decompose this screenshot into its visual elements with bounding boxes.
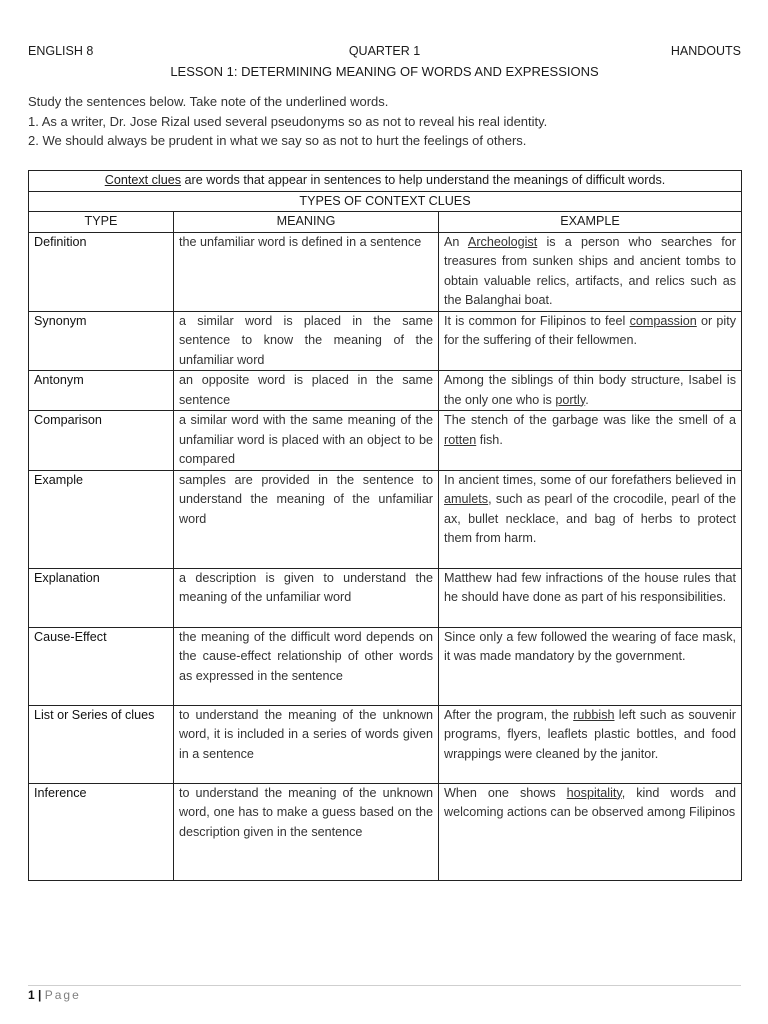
clue-type: Explanation	[29, 568, 174, 627]
clue-meaning: the unfamiliar word is defined in a sentence	[174, 232, 439, 311]
clue-meaning: to understand the meaning of the unknown word, one has to make a guess based on the description given in the sentence	[174, 783, 439, 880]
clue-type: Example	[29, 470, 174, 568]
clue-row	[29, 411, 742, 471]
example-text-before: After the program, the	[444, 707, 574, 722]
page-word: Page	[44, 988, 81, 1002]
context-clues-definition	[29, 171, 742, 192]
clue-example	[439, 470, 742, 568]
example-text-after: fish.	[476, 432, 503, 447]
clue-row	[29, 783, 742, 880]
clue-example	[439, 627, 742, 705]
example-text-after: .	[585, 392, 589, 407]
example-text-before: It is common for Filipinos to feel	[444, 313, 630, 328]
clue-type: Comparison	[29, 411, 174, 471]
example-text-before: An	[444, 234, 468, 249]
types-heading-row	[29, 191, 742, 212]
example-text-after: is a person who searches for treasures from sunken ships and ancient tombs to obtain valuable relics, artifacts, and relics such as the Balanghai boat.	[444, 234, 736, 307]
document-header	[28, 44, 741, 62]
clue-row	[29, 470, 742, 568]
clue-row	[29, 311, 742, 371]
example-text-before: Among the siblings of thin body structure, Isabel is the only one who is	[444, 373, 736, 407]
handouts-label: HANDOUTS	[670, 44, 741, 58]
example-text-before: Since only a few followed the wearing of face mask, it was made mandatory by the government.	[444, 629, 736, 663]
example-text-before: When one shows	[444, 785, 567, 800]
example-underlined-word: rotten	[444, 432, 477, 447]
clue-type: Cause-Effect	[29, 627, 174, 705]
clue-example	[439, 411, 742, 471]
definition-row	[29, 171, 742, 192]
clue-example	[439, 311, 742, 371]
page-separator: |	[38, 988, 42, 1002]
clue-meaning: a similar word is placed in the same sentence to know the meaning of the unfamiliar word	[174, 311, 439, 371]
clue-example	[439, 371, 742, 411]
clue-example	[439, 705, 742, 783]
context-clues-description: are words that appear in sentences to help understand the meanings of difficult words.	[181, 173, 666, 187]
intro-sentence-1: 1. As a writer, Dr. Jose Rizal used several pseudonyms so as not to reveal his real identity.	[28, 113, 548, 129]
lesson-title: LESSON 1: DETERMINING MEANING OF WORDS AND EXPRESSIONS	[170, 64, 599, 79]
clue-example	[439, 232, 742, 311]
footer-divider	[28, 985, 741, 986]
intro-instruction: Study the sentences below. Take note of the underlined words.	[28, 94, 389, 109]
clue-example	[439, 783, 742, 880]
example-underlined-word: amulets	[444, 492, 489, 506]
example-text-before: In ancient times, some of our forefathers believed in	[444, 472, 736, 487]
example-column-header: EXAMPLE	[439, 212, 742, 233]
quarter-label: QUARTER 1	[348, 44, 421, 58]
intro-text	[28, 92, 741, 151]
page-number: 1	[28, 988, 35, 1002]
example-text-after: left such as souvenir programs, flyers, leaflets plastic bottles, and food wrappings were cleaned by the janitor.	[444, 707, 736, 761]
example-underlined-word: rubbish	[573, 707, 615, 722]
types-heading: TYPES OF CONTEXT CLUES	[29, 191, 742, 212]
clue-type: Synonym	[29, 311, 174, 371]
column-header-row	[29, 212, 742, 233]
example-text-before: The stench of the garbage was like the smell of a	[444, 413, 736, 427]
clue-meaning: the meaning of the difficult word depends on the cause-effect relationship of other words as expressed in the sentence	[174, 627, 439, 705]
example-underlined-word: portly	[555, 392, 586, 407]
clue-row	[29, 371, 742, 411]
clue-example	[439, 568, 742, 627]
example-text-after: , such as pearl of the crocodile, pearl of the ax, bullet necklace, and bag of herbs to protect them from harm.	[444, 492, 736, 545]
clue-meaning: an opposite word is placed in the same sentence	[174, 371, 439, 411]
clue-type: Definition	[29, 232, 174, 311]
clue-type: List or Series of clues	[29, 705, 174, 783]
clue-meaning: a similar word with the same meaning of the unfamiliar word is placed with an object to be compared	[174, 411, 439, 471]
meaning-column-header: MEANING	[174, 212, 439, 233]
clue-row	[29, 705, 742, 783]
intro-sentence-2: 2. We should always be prudent in what we say so as not to hurt the feelings of others.	[28, 133, 527, 148]
example-underlined-word: compassion	[629, 313, 697, 328]
page-footer	[28, 988, 81, 1002]
subject-label: ENGLISH 8	[28, 44, 94, 58]
clue-type: Antonym	[29, 371, 174, 411]
clue-meaning: to understand the meaning of the unknown word, it is included in a series of words given in a sentence	[174, 705, 439, 783]
clue-meaning: samples are provided in the sentence to understand the meaning of the unfamiliar word	[174, 470, 439, 568]
clue-row	[29, 232, 742, 311]
clue-row	[29, 627, 742, 705]
clue-type: Inference	[29, 783, 174, 880]
clue-row	[29, 568, 742, 627]
example-underlined-word: hospitality	[566, 785, 622, 800]
example-text-after: or pity for the suffering of their fellowmen.	[444, 313, 737, 347]
context-clues-table	[28, 170, 742, 881]
example-text-after: , kind words and welcoming actions can be observed among Filipinos	[444, 785, 736, 819]
clue-meaning: a description is given to understand the meaning of the unfamiliar word	[174, 568, 439, 627]
example-text-before: Matthew had few infractions of the house rules that he should have done as part of his responsibilities.	[444, 570, 736, 604]
type-column-header: TYPE	[29, 212, 174, 233]
example-underlined-word: Archeologist	[467, 234, 538, 249]
context-clues-term: Context clues	[104, 173, 182, 187]
